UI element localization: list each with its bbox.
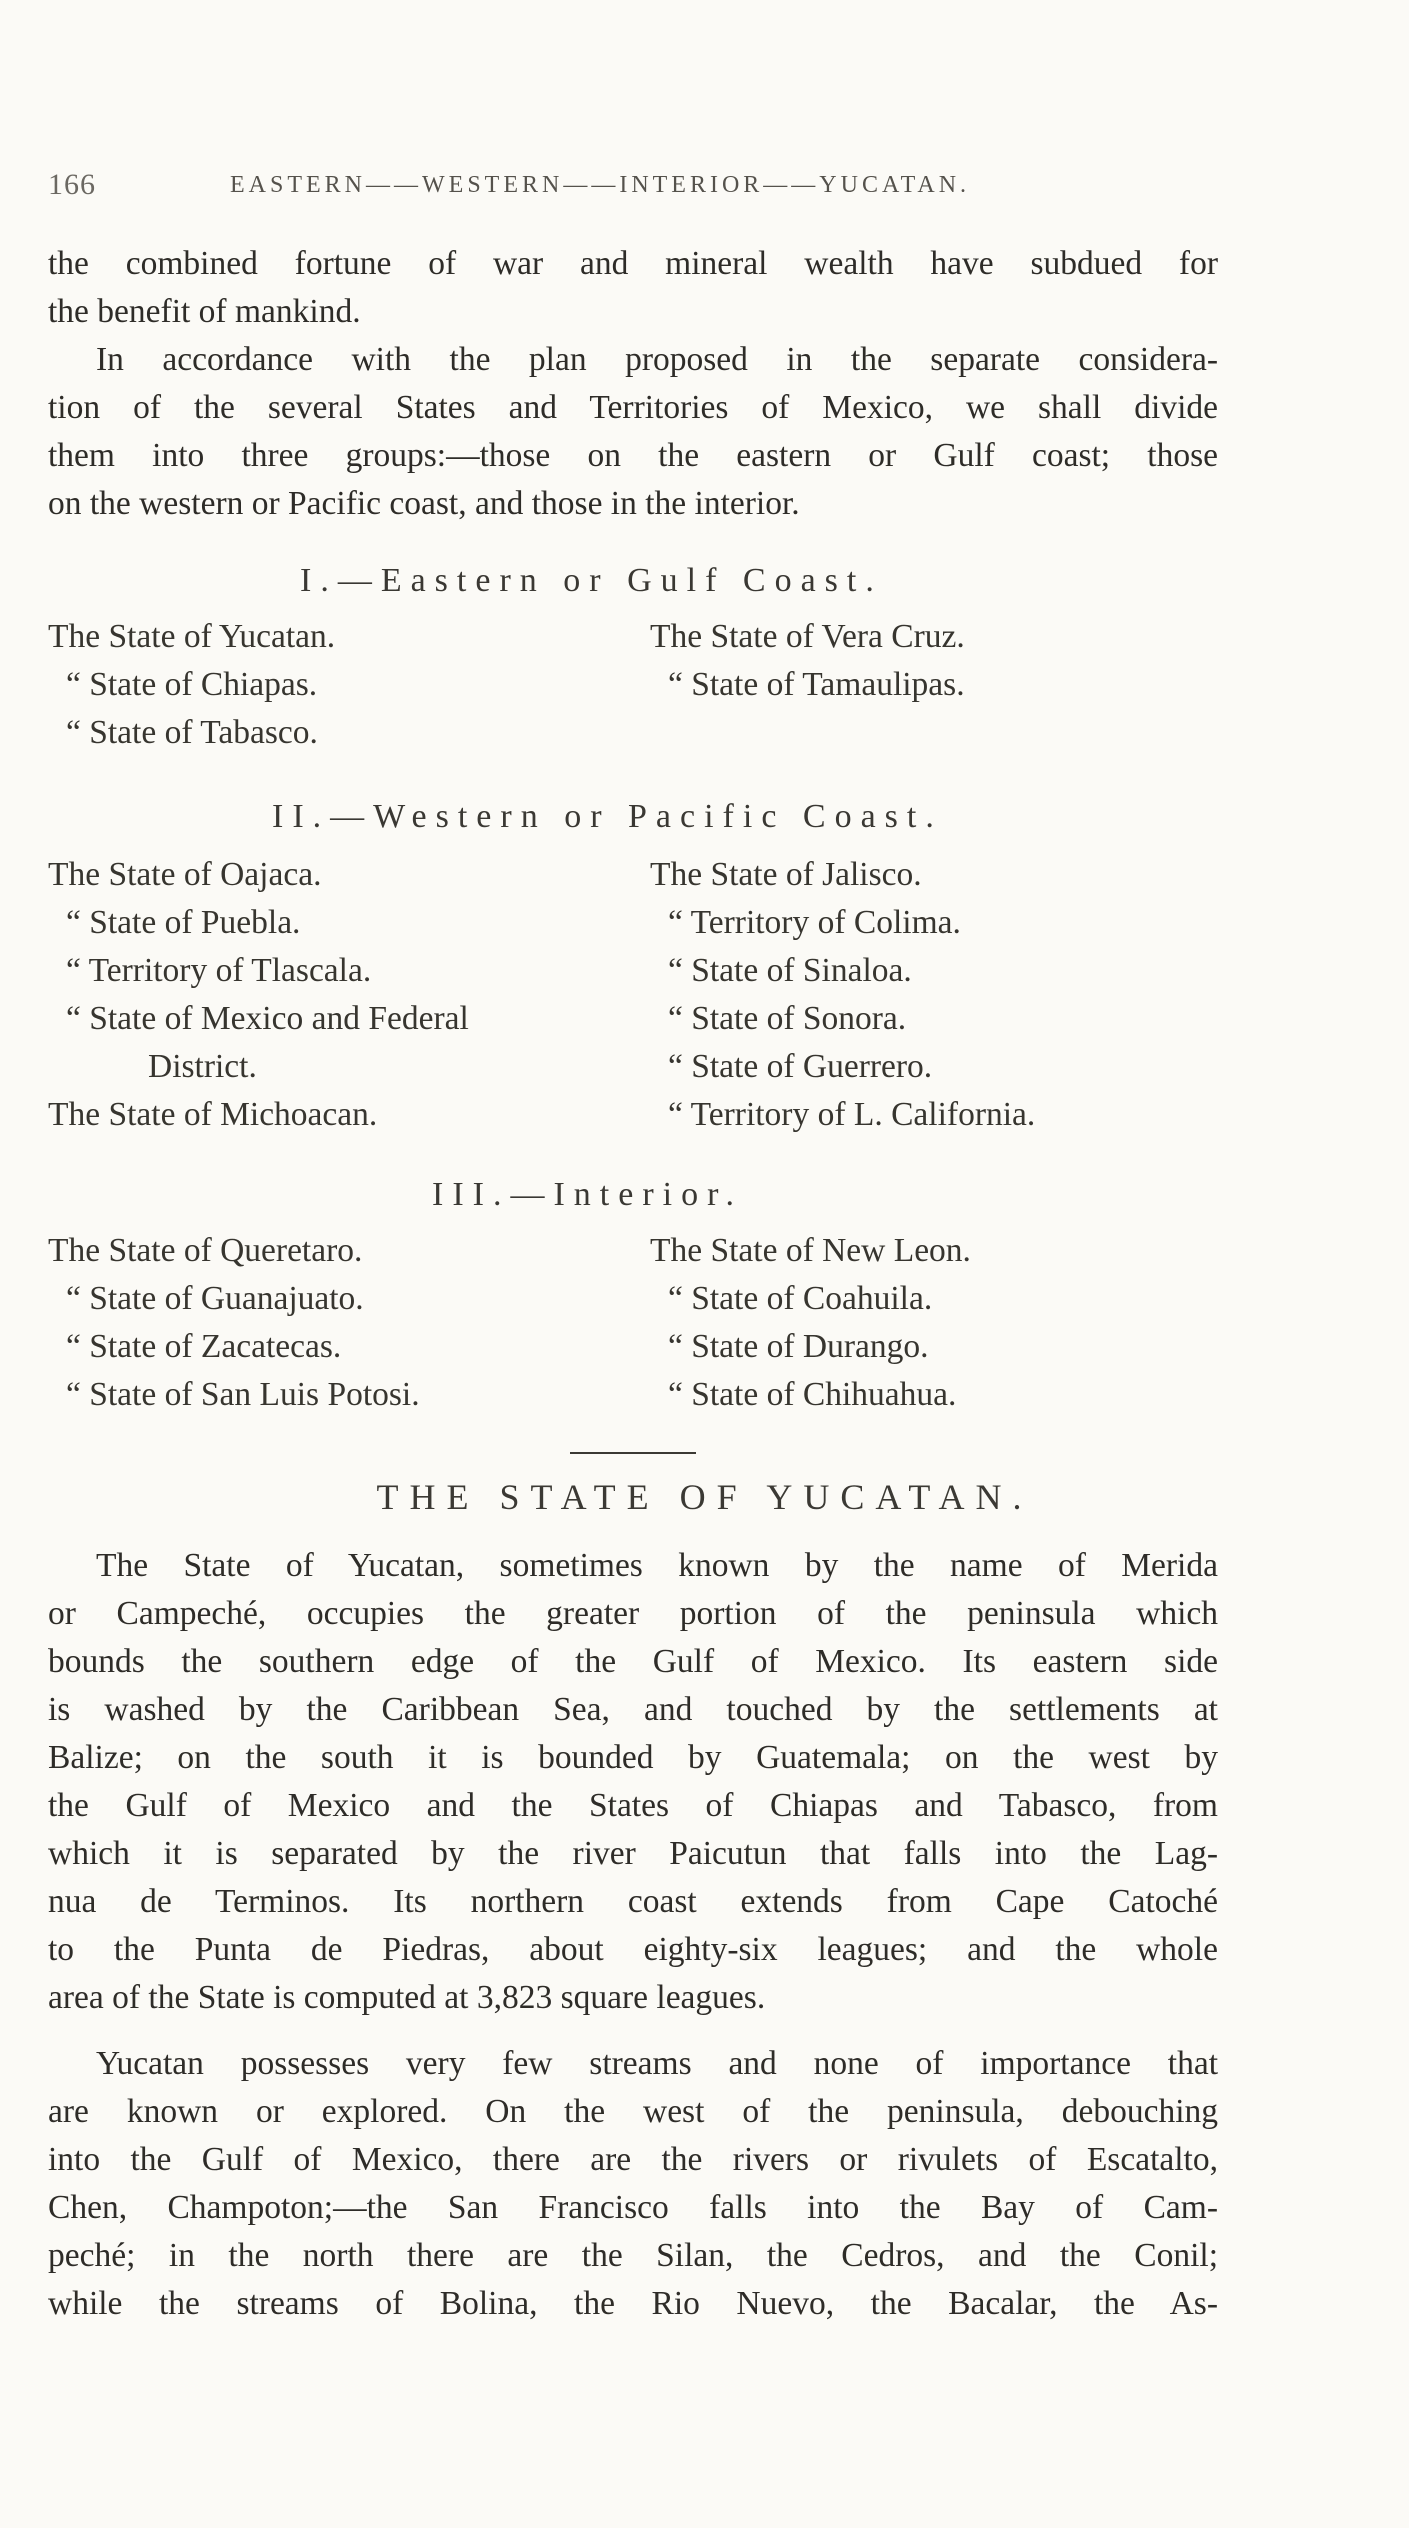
text-line: tion of the several States and Territories of Mexico, we shall divide — [48, 389, 1218, 426]
text-line: into the Gulf of Mexico, there are the rivers or rivulets of Escatalto, — [48, 2141, 1218, 2178]
list-item: “ Territory of Colima. — [668, 904, 961, 941]
list-item: The State of New Leon. — [650, 1232, 971, 1269]
group-heading-eastern: I.—Eastern or Gulf Coast. — [300, 562, 883, 599]
list-item: The State of Oajaca. — [48, 856, 322, 893]
list-item: “ State of Chihuahua. — [668, 1376, 957, 1413]
text-line: area of the State is computed at 3,823 square leagues. — [48, 1979, 766, 2016]
group-heading-western: II.—Western or Pacific Coast. — [272, 798, 943, 835]
section-divider — [570, 1452, 696, 1454]
list-item: “ State of Zacatecas. — [66, 1328, 342, 1365]
text-line: is washed by the Caribbean Sea, and touched by the settlements at — [48, 1691, 1218, 1728]
list-item: The State of Jalisco. — [650, 856, 922, 893]
text-line: The State of Yucatan, sometimes known by the name of Merida — [96, 1547, 1218, 1584]
list-item: The State of Michoacan. — [48, 1096, 378, 1133]
section-title: THE STATE OF YUCATAN. — [376, 1477, 1033, 1517]
text-line: while the streams of Bolina, the Rio Nuevo, the Bacalar, the As- — [48, 2285, 1218, 2322]
list-item: “ State of Durango. — [668, 1328, 929, 1365]
list-item: The State of Vera Cruz. — [650, 618, 965, 655]
text-line: the Gulf of Mexico and the States of Chiapas and Tabasco, from — [48, 1787, 1218, 1824]
list-item: District. — [148, 1048, 257, 1085]
text-line: or Campeché, occupies the greater portion of the peninsula which — [48, 1595, 1218, 1632]
list-item: “ State of Guerrero. — [668, 1048, 933, 1085]
text-line: Chen, Champoton;—the San Francisco falls into the Bay of Cam- — [48, 2189, 1218, 2226]
text-line: nua de Terminos. Its northern coast extends from Cape Catoché — [48, 1883, 1218, 1920]
list-item: The State of Yucatan. — [48, 618, 336, 655]
list-item: “ Territory of Tlascala. — [66, 952, 372, 989]
text-line: In accordance with the plan proposed in the separate considera- — [96, 341, 1218, 378]
list-item: “ State of San Luis Potosi. — [66, 1376, 420, 1413]
list-item: “ State of Chiapas. — [66, 666, 318, 703]
list-item: “ State of Sonora. — [668, 1000, 907, 1037]
text-line: them into three groups:—those on the eastern or Gulf coast; those — [48, 437, 1218, 474]
text-line: peché; in the north there are the Silan, the Cedros, and the Conil; — [48, 2237, 1218, 2274]
list-item: The State of Queretaro. — [48, 1232, 363, 1269]
list-item: “ State of Tabasco. — [66, 714, 318, 751]
text-line: which it is separated by the river Paicutun that falls into the Lag- — [48, 1835, 1218, 1872]
list-item: “ Territory of L. California. — [668, 1096, 1036, 1133]
text-line: to the Punta de Piedras, about eighty-six leagues; and the whole — [48, 1931, 1218, 1968]
running-title: EASTERN——WESTERN——INTERIOR——YUCATAN. — [230, 172, 971, 198]
list-item: “ State of Guanajuato. — [66, 1280, 364, 1317]
list-item: “ State of Mexico and Federal — [66, 1000, 469, 1037]
text-line: on the western or Pacific coast, and those in the interior. — [48, 485, 800, 522]
list-item: “ State of Coahuila. — [668, 1280, 933, 1317]
text-line: the benefit of mankind. — [48, 293, 361, 330]
text-line: Yucatan possesses very few streams and none of importance that — [96, 2045, 1218, 2082]
list-item: “ State of Tamaulipas. — [668, 666, 965, 703]
page-number: 166 — [48, 168, 96, 201]
text-line: are known or explored. On the west of the peninsula, debouching — [48, 2093, 1218, 2130]
list-item: “ State of Sinaloa. — [668, 952, 912, 989]
list-item: “ State of Puebla. — [66, 904, 301, 941]
text-line: bounds the southern edge of the Gulf of Mexico. Its eastern side — [48, 1643, 1218, 1680]
text-line: Balize; on the south it is bounded by Guatemala; on the west by — [48, 1739, 1218, 1776]
text-line: the combined fortune of war and mineral wealth have subdued for — [48, 245, 1218, 282]
group-heading-interior: III.—Interior. — [432, 1176, 744, 1213]
